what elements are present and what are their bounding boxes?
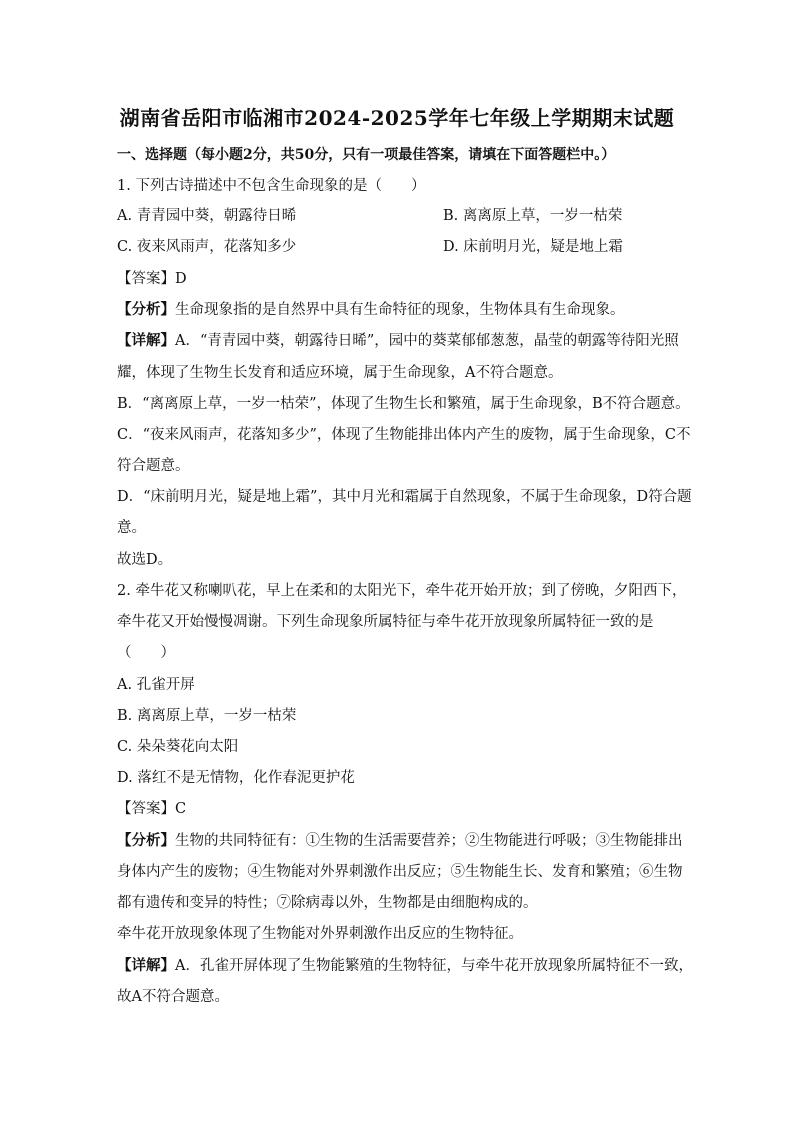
- q1-option-d: D. 床前明月光，疑是地上霜: [443, 239, 623, 255]
- q2-stem-line-2: 牵牛花又开始慢慢凋谢。下列生命现象所属特征与牵牛花开放现象所属特征一致的是: [117, 614, 654, 630]
- detail-text: A．“青青园中葵，朝露待日晞”，园中的葵菜郁郁葱葱，晶莹的朝露等待阳光照: [175, 333, 679, 349]
- answer-tag: 【答案】: [117, 271, 175, 287]
- q2-analysis-line-1: [117, 831, 683, 851]
- q1-detail-line-7: 意。: [117, 520, 146, 536]
- q2-stem-line-3: （ ）: [117, 645, 175, 661]
- answer-value: D: [175, 271, 187, 287]
- q1-option-a: A. 青青园中葵，朝露待日晞: [117, 208, 297, 224]
- detail-tag: 【详解】: [117, 332, 175, 349]
- q2-analysis-line-2: 身体内产生的废物；④生物能对外界刺激作出反应；⑤生物能生长、发育和繁殖；⑥生物: [117, 864, 683, 880]
- page-title: 湖南省岳阳市临湘市2024-2025学年七年级上学期期末试题: [119, 106, 675, 130]
- q2-stem-line-1: 2. 牵牛花又称喇叭花，早上在柔和的太阳光下，牵牛花开始开放；到了傍晚，夕阳西下，: [117, 583, 687, 599]
- analysis-text: 生命现象指的是自然界中具有生命特征的现象，生物体具有生命现象。: [175, 302, 625, 318]
- q2-answer: [117, 799, 186, 819]
- analysis-text: 生物的共同特征有：①生物的生活需要营养；②生物能进行呼吸；③生物能排出: [175, 833, 683, 849]
- q1-detail-line-5: 符合题意。: [117, 458, 190, 474]
- q2-option-d: D. 落红不是无情物，化作春泥更护花: [117, 770, 355, 786]
- q1-option-b: B. 离离原上草，一岁一枯荣: [443, 208, 623, 224]
- answer-value: C: [175, 801, 187, 817]
- q1-conclusion: 故选D。: [117, 552, 173, 568]
- analysis-tag: 【分析】: [117, 301, 175, 318]
- q2-option-b: B. 离离原上草，一岁一枯荣: [117, 708, 297, 724]
- q2-option-a: A. 孔雀开屏: [117, 677, 195, 693]
- analysis-tag: 【分析】: [117, 832, 175, 849]
- q1-detail-line-4: C．“夜来风雨声，花落知多少”，体现了生物能排出体内产生的废物，属于生命现象，C不: [117, 427, 691, 443]
- q2-detail-line-2: 故A不符合题意。: [117, 989, 229, 1005]
- q2-detail-line-1: [117, 956, 693, 976]
- q1-stem: 1. 下列古诗描述中不包含生命现象的是（ ）: [117, 178, 426, 194]
- section-heading: 一、选择题（每小题2分，共50分，只有一项最佳答案，请填在下面答题栏中。）: [117, 147, 616, 163]
- q1-detail-line-1: [117, 331, 679, 351]
- detail-text: A．孔雀开屏体现了生物能繁殖的生物特征，与牵牛花开放现象所属特征不一致，: [175, 958, 693, 974]
- q1-detail-line-2: 耀，体现了生物生长发育和适应环境，属于生命现象，A不符合题意。: [117, 365, 563, 381]
- detail-tag: 【详解】: [117, 957, 175, 974]
- q2-option-c: C. 朵朵葵花向太阳: [117, 739, 239, 755]
- q1-analysis: [117, 300, 625, 320]
- q1-detail-line-3: B．“离离原上草，一岁一枯荣”，体现了生物生长和繁殖，属于生命现象，B不符合题意。: [117, 396, 690, 412]
- q2-analysis-line-3: 都有遗传和变异的特性；⑦除病毒以外，生物都是由细胞构成的。: [117, 895, 538, 911]
- q1-detail-line-6: D．“床前明月光，疑是地上霜”，其中月光和霜属于自然现象，不属于生命现象，D符合题: [117, 489, 692, 505]
- q1-option-c: C. 夜来风雨声，花落知多少: [117, 239, 297, 255]
- answer-tag: 【答案】: [117, 801, 175, 817]
- q2-analysis-line-4: 牵牛花开放现象体现了生物能对外界刺激作出反应的生物特征。: [117, 926, 523, 942]
- q1-answer: [117, 269, 187, 289]
